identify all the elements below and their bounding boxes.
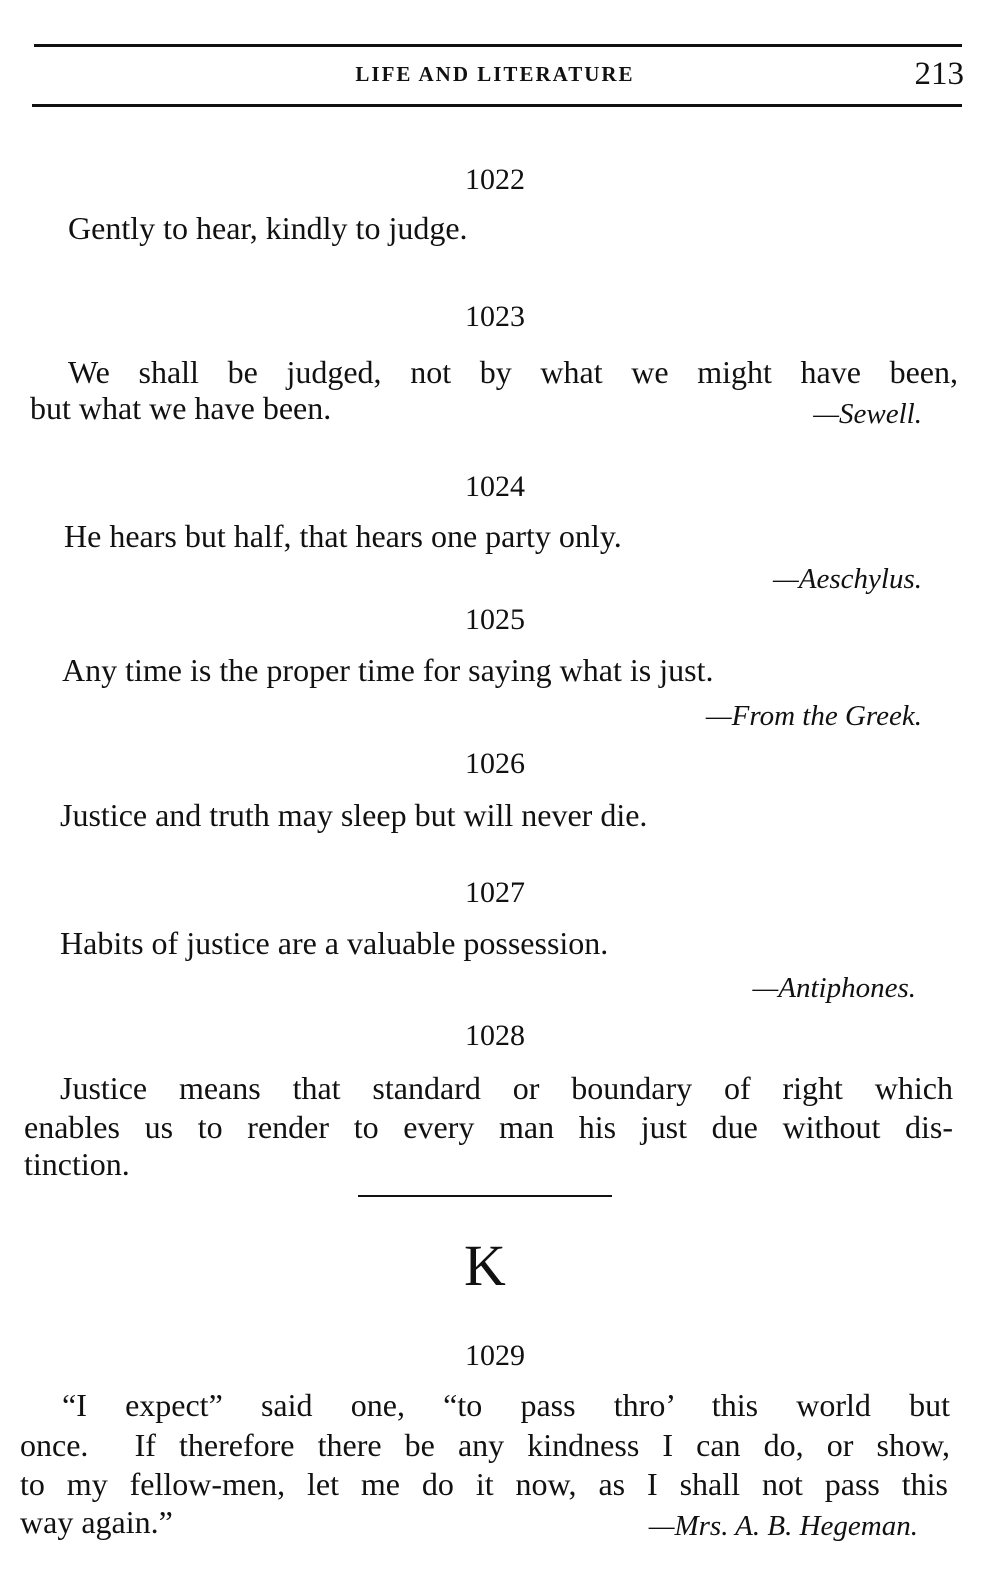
entry-number: 1023: [465, 300, 525, 333]
entry-text-line: Gently to hear, kindly to judge.: [68, 210, 468, 246]
section-letter: K: [464, 1233, 506, 1298]
entry-attribution: —Sewell.: [813, 398, 922, 430]
entry-number: 1028: [465, 1019, 525, 1052]
entry-number: 1025: [465, 603, 525, 636]
entry-attribution: —Mrs. A. B. Hegeman.: [648, 1510, 918, 1542]
entry-text-line: once. If therefore there be any kindness I can do, or show,: [20, 1427, 950, 1463]
entry-text-line: Justice means that standard or boundary of right which: [60, 1070, 953, 1106]
entry-attribution: —Antiphones.: [752, 972, 916, 1004]
entry-number: 1024: [465, 470, 525, 503]
entry-text-line: tinction.: [24, 1146, 130, 1182]
entry-text-line: way again.”: [20, 1504, 173, 1540]
entry-number: 1029: [465, 1339, 525, 1372]
entry-text-line: but what we have been.: [30, 390, 332, 426]
entry-text-line: to my fellow-men, let me do it now, as I shall not pass this: [20, 1466, 948, 1502]
entry-attribution: —From the Greek.: [705, 700, 922, 732]
entry-text-line: We shall be judged, not by what we might have been,: [68, 354, 958, 390]
entry-number: 1027: [465, 876, 525, 909]
entry-number: 1026: [465, 747, 525, 780]
entry-text-line: enables us to render to every man his just due without dis-: [24, 1109, 953, 1145]
entry-text-line: “I expect” said one, “to pass thro’ this world but: [62, 1387, 950, 1423]
entry-number: 1022: [465, 163, 525, 196]
running-header: LIFE AND LITERATURE: [355, 62, 635, 86]
entry-text-line: Any time is the proper time for saying what is just.: [62, 652, 714, 688]
entry-text-line: Justice and truth may sleep but will never die.: [60, 797, 648, 833]
entry-text-line: He hears but half, that hears one party only.: [64, 518, 622, 554]
page-number: 213: [914, 56, 964, 92]
entry-text-line: Habits of justice are a valuable possession.: [60, 925, 609, 961]
section-divider: [358, 1195, 612, 1197]
header-rule: [32, 104, 962, 107]
top-rule: [34, 44, 962, 47]
entry-attribution: —Aeschylus.: [773, 563, 922, 595]
